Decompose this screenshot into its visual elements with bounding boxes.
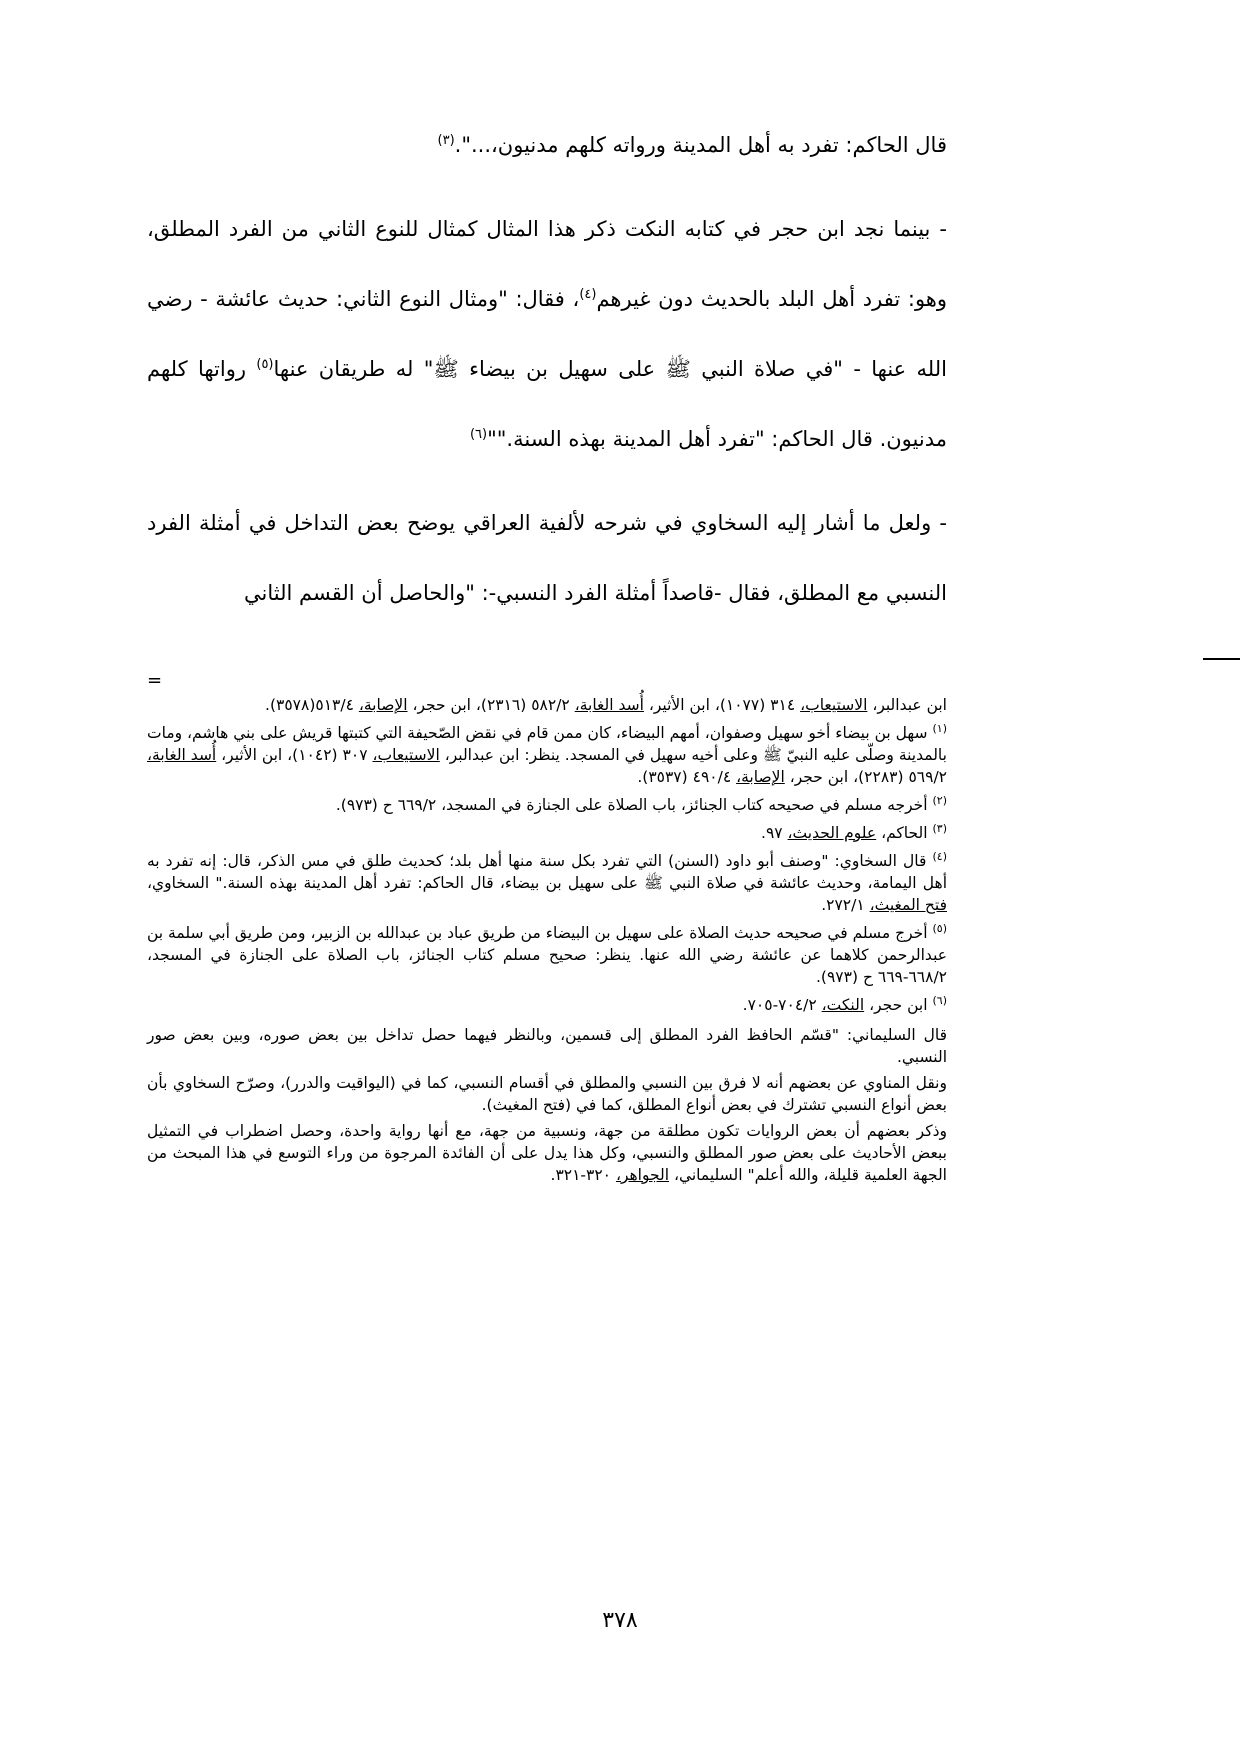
footnote-3 [147,822,947,844]
footnote-continuation [147,694,947,716]
footnote-4-text-b: ٢٧٢/١. [821,896,870,914]
footnote-4-text-a: قال السخاوي: "وصنف أبو داود (السنن) التي تفرد بكل سنة منها أهل بلد؛ كحديث طلق في مس الذكر، قال: إنه تفرد به أهل اليمامة، وحديث عائشة في صلاة النبي ﷺ على سهيل بن بيضاء، قال الحاكم: تفرد أهل المدينة بهذه السنة." السخاوي، [147,852,947,892]
footnote-6 [147,994,947,1016]
footnote-ref-3: (٣) [437,133,455,148]
page-number: ٣٧٨ [602,1608,638,1633]
paragraph-2-text-a: - بينما نجد ابن حجر في كتابه النكت ذكر هذا المثال كمثال للنوع الثاني من الفرد المطلق، وهو: تفرد أهل البلد بالحديث دون غيرهم [147,217,948,311]
quote-paragraph-2 [147,1072,947,1116]
cont-title-b: أُسد الغابة، [574,696,644,714]
cont-text-a: ابن عبدالبر، [867,696,947,714]
paragraph-1 [147,110,947,180]
footnote-1 [147,722,947,788]
footnote-2-text: أخرجه مسلم في صحيحه كتاب الجنائز، باب الصلاة على الجنازة في المسجد، ٦٦٩/٢ ح (٩٧٣). [335,796,933,814]
quote-paragraph-3-text-a: وذكر بعضهم أن بعض الروايات تكون مطلقة من جهة، ونسبية من جهة، مع أنها رواية واحدة، وحصل اضطراب في التمثيل ببعض الأحاديث على بعض صور المطلق والنسبي، وكل هذا يدل على أن الفائدة المرجوة من وراء التوسع في هذا المبحث من الجهة العلمية قليلة، والله أعلم" السليماني، [147,1122,947,1184]
paragraph-3 [147,488,947,628]
document-page [147,110,947,1190]
quote-paragraph-2-text: ونقل المناوي عن بعضهم أنه لا فرق بين النسبي والمطلق في أقسام النسبي، كما في (اليواقيت والدرر)، وصرّح السخاوي بأن بعض أنواع النسبي تشترك في بعض أنواع المطلق، كما في (فتح المغيث). [147,1074,947,1114]
footnote-1-number: (١) [932,721,947,735]
footnote-4-number: (٤) [932,849,947,863]
footnote-3-number: (٣) [932,821,947,835]
cont-title-c: الإصابة، [358,696,408,714]
footnote-3-text-a: الحاكم، [876,824,933,842]
footnote-4-title: فتح المغيث، [869,896,947,914]
main-text [147,110,947,628]
quote-paragraph-3-title: الجواهر، [615,1166,670,1184]
footnote-6-quote [147,1024,947,1186]
footnote-4 [147,850,947,916]
cont-text-c: ٥٨٢/٢ (٢٣١٦)، ابن حجر، [407,696,575,714]
quote-paragraph-3-text-b: ٣٢٠-٣٢١. [550,1166,616,1184]
footnote-2 [147,794,947,816]
cont-text-b: ٣١٤ (١٠٧٧)، ابن الأثير، [643,696,801,714]
footnote-2-number: (٢) [932,793,947,807]
footnote-1-text-d: ٤٩٠/٤ (٣٥٣٧). [637,768,737,786]
footnote-1-text-b: ٣٠٧ (١٠٤٢)، ابن الأثير، [216,746,373,764]
footnote-5 [147,922,947,988]
footnote-ref-6: (٦) [469,427,488,442]
quote-paragraph-1-text: قال السليماني: "قسّم الحافظ الفرد المطلق إلى قسمين، وبالنظر فيهما حصل تداخل بين بعض صوره، وبين بعض صور النسبي. [147,1026,947,1066]
continuation-mark: = [147,670,163,691]
footnote-separator [1203,658,1240,660]
footnote-3-text-b: ٩٧. [761,824,788,842]
footnote-1-title-b: أُسد الغابة، [147,746,217,764]
footnote-1-title-c: الإصابة، [736,768,785,786]
footnote-5-number: (٥) [932,921,947,935]
footnote-6-title: النكت، [821,996,865,1014]
footnotes [147,670,947,1186]
footnote-ref-5: (٥) [256,357,274,372]
footnote-ref-4: (٤) [579,287,597,302]
footnote-1-text-a: سهل بن بيضاء أخو سهيل وصفوان، أمهم البيضاء، كان ممن قام في نقض الصّحيفة التي كتبتها قريش على بني هاشم، ومات بالمدينة وصلّى عليه النبيّ ﷺ وعلى أخيه سهيل في المسجد. ينظر: ابن عبدالبر، [147,724,947,764]
footnote-1-title-a: الاستيعاب، [372,746,440,764]
quote-paragraph-3 [147,1120,947,1186]
paragraph-1-text: قال الحاكم: تفرد به أهل المدينة ورواته كلهم مدنيون،...". [454,133,947,157]
paragraph-2 [147,194,947,474]
footnote-6-text-a: ابن حجر، [864,996,933,1014]
paragraph-2-text-c: رواتها كلهم مدنيون. قال الحاكم: "تفرد أهل المدينة بهذه السنة."" [147,357,947,451]
footnote-1-text-c: ٥٦٩/٢ (٢٢٨٣)، ابن حجر، [784,768,947,786]
paragraph-3-text: - ولعل ما أشار إليه السخاوي في شرحه لألفية العراقي يوضح بعض التداخل في أمثلة الفرد النسبي مع المطلق، فقال -قاصداً أمثلة الفرد النسبي-: "والحاصل أن القسم الثاني [147,511,947,605]
footnote-6-number: (٦) [932,993,947,1007]
footnote-5-text: أخرج مسلم في صحيحه حديث الصلاة على سهيل بن البيضاء من طريق عباد بن عبدالله بن الزبير، ومن طريق أبي سلمة بن عبدالرحمن كلاهما عن عائشة رضي الله عنها. ينظر: صحيح مسلم كتاب الجنائز، باب الصلاة على الجنازة في المسجد، ٦٦٨/٢-٦٦٩ ح (٩٧٣). [147,924,947,986]
footnote-3-title: علوم الحديث، [787,824,877,842]
paragraph-2-text-b: ، فقال: "ومثال النوع الثاني: حديث عائشة - رضي الله عنها - "في صلاة النبي ﷺ على سهيل بن بيضاء ﷺ" له طريقان عنها [147,287,947,381]
footnote-6-text-b: ٧٠٤/٢-٧٠٥. [742,996,822,1014]
quote-paragraph-1 [147,1024,947,1068]
cont-title-a: الاستيعاب، [800,696,868,714]
cont-text-d: ٥١٣/٤(٣٥٧٨). [265,696,359,714]
